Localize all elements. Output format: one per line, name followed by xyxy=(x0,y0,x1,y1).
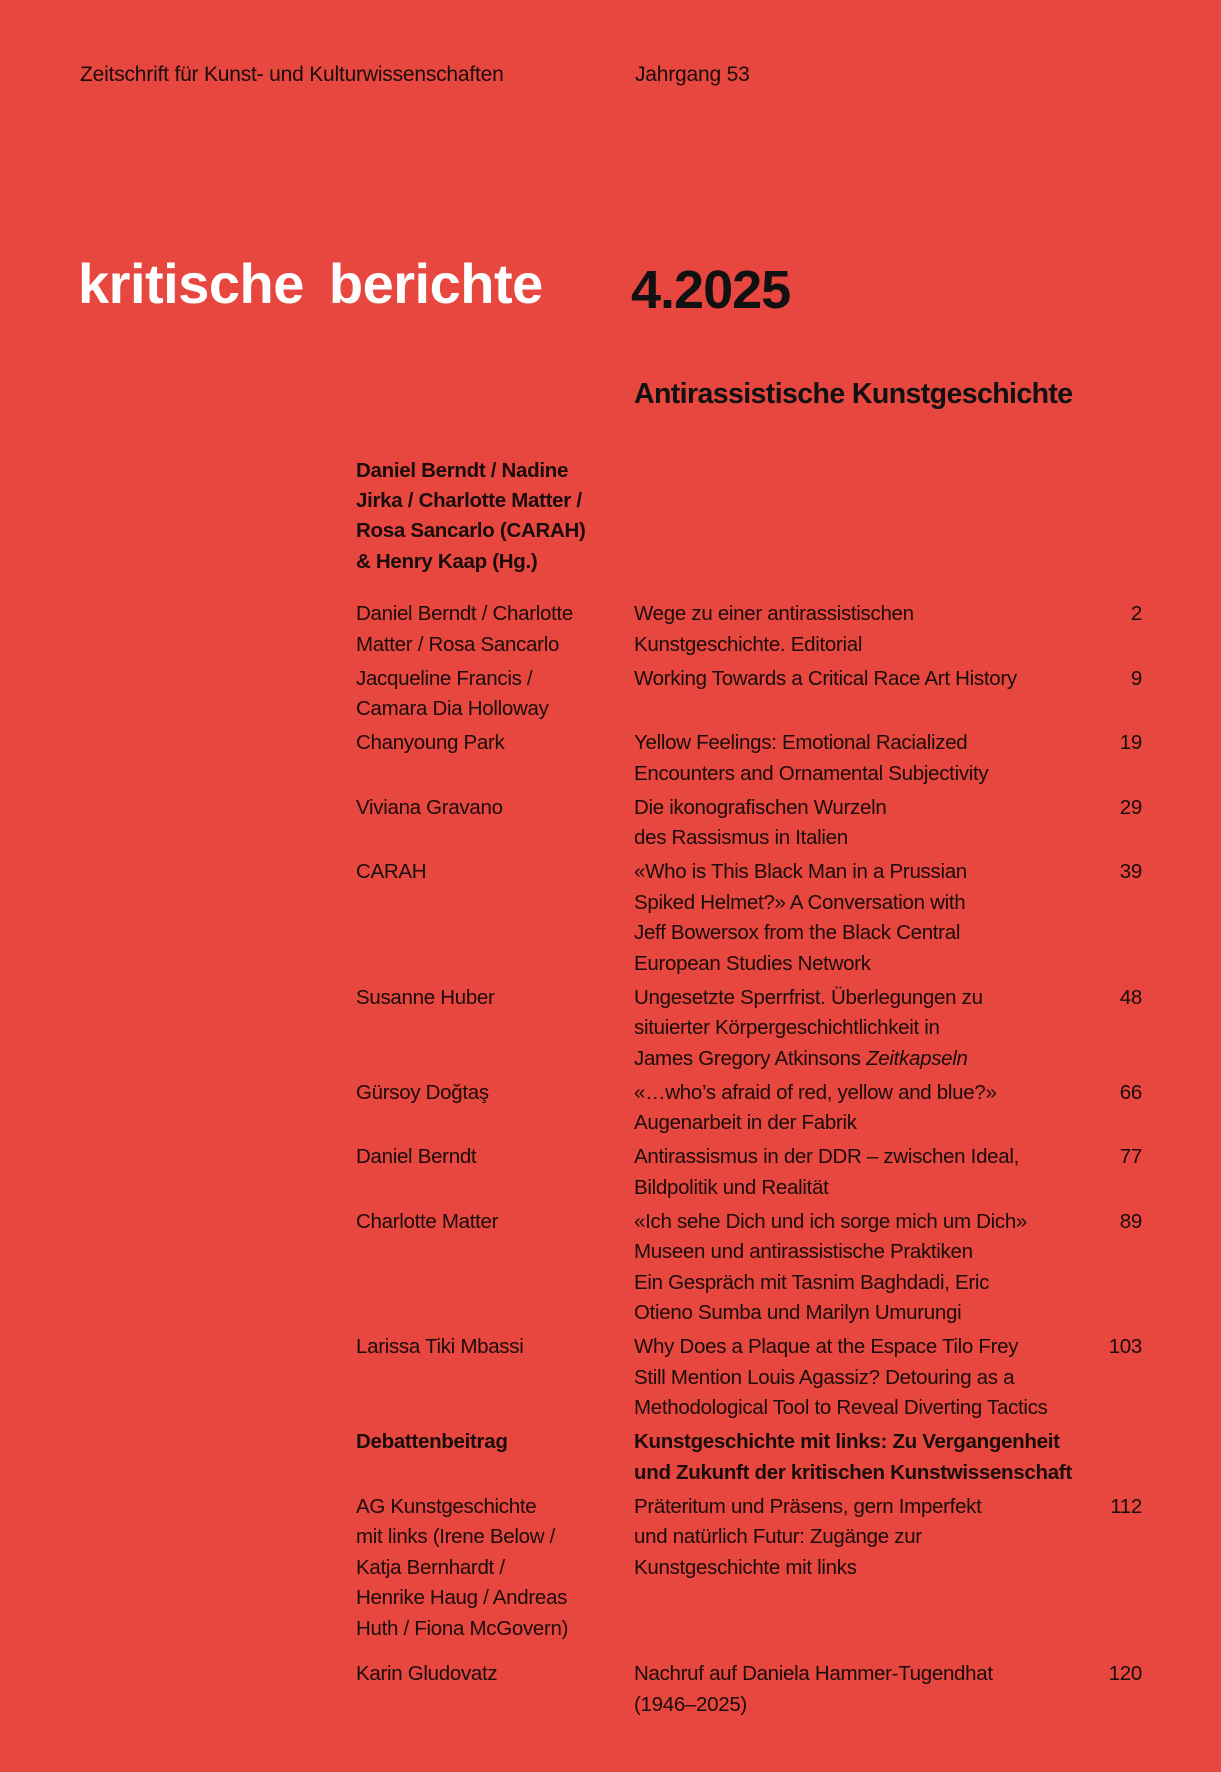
toc-entry xyxy=(356,983,1146,1075)
title-line xyxy=(634,1108,1074,1139)
title-text: situierter Körpergeschichtlichkeit in xyxy=(634,1016,940,1039)
title-line xyxy=(634,1268,1074,1299)
toc-title xyxy=(634,599,1074,660)
toc-entry xyxy=(356,599,1146,660)
title-text: Encounters and Ornamental Subjectivity xyxy=(634,761,989,785)
title-text: (1946–2025) xyxy=(634,1692,747,1716)
title-text: James Gregory Atkinsons xyxy=(634,1046,867,1070)
toc-entry xyxy=(356,857,1146,979)
author-line: Matter / Rosa Sancarlo xyxy=(356,632,560,656)
toc-title xyxy=(634,1078,1074,1139)
toc-author xyxy=(356,857,634,979)
title-text: Die ikonografischen Wurzeln xyxy=(634,795,887,819)
title-line xyxy=(634,1298,1074,1329)
toc-title xyxy=(634,983,1074,1075)
title-text: Otieno Sumba und Marilyn Umurungi xyxy=(634,1301,962,1324)
toc-author xyxy=(356,1427,634,1488)
author-line: Gürsoy Doğtaş xyxy=(356,1080,489,1104)
title-line xyxy=(634,1237,1074,1268)
toc-entry xyxy=(356,793,1146,854)
title-line xyxy=(634,599,1074,630)
author-line: Susanne Huber xyxy=(356,985,495,1009)
title-line xyxy=(634,728,1074,759)
title-line xyxy=(634,630,1074,661)
toc-entry xyxy=(356,1207,1146,1329)
title-italic-work: Zeitkapseln xyxy=(866,1046,968,1070)
title-line xyxy=(634,1458,1074,1489)
title-line xyxy=(634,759,1074,790)
title-line xyxy=(634,1492,1074,1523)
toc-page-number: 120 xyxy=(1108,1662,1142,1685)
toc-title xyxy=(634,1659,1074,1720)
title-text: European Studies Network xyxy=(634,951,871,975)
title-text: Yellow Feelings: Emotional Racialized xyxy=(634,731,968,754)
toc-author xyxy=(356,793,634,854)
toc-author xyxy=(356,664,634,725)
editors-block xyxy=(356,456,616,577)
journal-subtitle: Zeitschrift für Kunst- und Kulturwissenschaften xyxy=(80,63,504,86)
volume-number: Jahrgang 53 xyxy=(635,63,750,86)
title-line xyxy=(634,949,1074,980)
author-line: Chanyoung Park xyxy=(356,731,505,754)
toc-title xyxy=(634,664,1074,725)
title-text: und Zukunft der kritischen Kunstwissenschaft xyxy=(634,1460,1072,1484)
toc-author xyxy=(356,1659,634,1720)
toc-page-number: 112 xyxy=(1110,1494,1142,1518)
toc-title xyxy=(634,1142,1074,1203)
toc-title xyxy=(634,1492,1074,1645)
title-text: Augenarbeit in der Fabrik xyxy=(634,1111,857,1134)
title-line xyxy=(634,1553,1074,1584)
toc-section-heading xyxy=(356,1427,1146,1488)
author-line: CARAH xyxy=(356,860,427,883)
title-text: Ungesetzte Sperrfrist. Überlegungen zu xyxy=(634,985,983,1009)
issue-number: 4.2025 xyxy=(631,260,791,320)
title-line xyxy=(634,1427,1074,1458)
title-line xyxy=(634,1659,1074,1690)
toc-entry xyxy=(356,664,1146,725)
toc-page-number: 9 xyxy=(1130,666,1142,690)
title-line xyxy=(634,857,1074,888)
toc-title xyxy=(634,1207,1074,1329)
toc-author xyxy=(356,1492,634,1645)
toc-title xyxy=(634,1332,1074,1424)
author-line: Huth / Fiona McGovern) xyxy=(356,1616,569,1640)
toc-page-number: 89 xyxy=(1119,1209,1142,1233)
toc-page-number xyxy=(1074,1427,1146,1488)
author-line: mit links (Irene Below / xyxy=(356,1525,556,1548)
title-line xyxy=(634,1690,1074,1721)
author-line: Karin Gludovatz xyxy=(356,1662,498,1685)
author-line: Larissa Tiki Mbassi xyxy=(356,1335,524,1358)
toc-entry xyxy=(356,1142,1146,1203)
title-line xyxy=(634,1173,1074,1204)
toc-author xyxy=(356,1332,634,1424)
title-text: und natürlich Futur: Zugänge zur xyxy=(634,1525,922,1548)
title-line xyxy=(634,664,1074,695)
author-line: Jacqueline Francis / xyxy=(356,666,533,690)
toc-page-number: 39 xyxy=(1119,860,1142,883)
title-text: des Rassismus in Italien xyxy=(634,826,848,849)
toc-page-number: 19 xyxy=(1119,731,1142,754)
title-text: Wege zu einer antirassistischen xyxy=(634,602,914,625)
title-line xyxy=(634,1207,1074,1238)
toc-author xyxy=(356,1142,634,1203)
toc-author xyxy=(356,983,634,1075)
title-line xyxy=(634,1078,1074,1109)
title-line xyxy=(634,1363,1074,1394)
journal-title: kritische berichte xyxy=(78,252,543,315)
author-line: Viviana Gravano xyxy=(356,795,503,819)
title-text: Museen und antirassistische Praktiken xyxy=(634,1240,973,1263)
title-line xyxy=(634,1013,1074,1044)
author-line: AG Kunstgeschichte xyxy=(356,1494,537,1518)
toc-page-number: 48 xyxy=(1119,985,1142,1009)
title-line xyxy=(634,1393,1074,1424)
toc-entry xyxy=(356,728,1146,789)
title-line xyxy=(634,983,1074,1014)
title-line xyxy=(634,823,1074,854)
title-text: Methodological Tool to Reveal Diverting Tactics xyxy=(634,1396,1048,1419)
title-text: Antirassismus in der DDR – zwischen Ideal, xyxy=(634,1145,1020,1168)
title-text: «Ich sehe Dich und ich sorge mich um Dich» xyxy=(634,1209,1028,1233)
title-line xyxy=(634,1332,1074,1363)
title-text: Ein Gespräch mit Tasnim Baghdadi, Eric xyxy=(634,1270,990,1294)
title-text: Working Towards a Critical Race Art History xyxy=(634,666,1017,690)
toc-entry xyxy=(356,1078,1146,1139)
title-text: Kunstgeschichte mit links xyxy=(634,1555,857,1579)
title-text: Jeff Bowersox from the Black Central xyxy=(634,921,961,944)
author-line: Debattenbeitrag xyxy=(356,1430,508,1453)
issue-theme: Antirassistische Kunstgeschichte xyxy=(634,378,1073,410)
toc-page-number: 29 xyxy=(1119,795,1142,819)
title-text: «Who is This Black Man in a Prussian xyxy=(634,860,967,883)
author-line: Katja Bernhardt / xyxy=(356,1555,505,1579)
toc-title xyxy=(634,728,1074,789)
author-line: Daniel Berndt / Charlotte xyxy=(356,602,573,625)
author-line: Henrike Haug / Andreas xyxy=(356,1586,568,1609)
title-line xyxy=(634,918,1074,949)
toc-entry xyxy=(356,1492,1146,1645)
toc-page-number: 103 xyxy=(1108,1335,1142,1358)
title-text: Why Does a Plaque at the Espace Tilo Frey xyxy=(634,1335,1019,1358)
toc-page-number: 77 xyxy=(1119,1145,1142,1168)
title-line xyxy=(634,793,1074,824)
title-text: «…who’s afraid of red, yellow and blue?» xyxy=(634,1080,997,1104)
toc-page-number: 66 xyxy=(1119,1080,1142,1104)
toc-author xyxy=(356,728,634,789)
table-of-contents xyxy=(356,599,1146,1724)
title-text: Nachruf auf Daniela Hammer-Tugendhat xyxy=(634,1662,993,1685)
title-line xyxy=(634,1142,1074,1173)
toc-author xyxy=(356,1078,634,1139)
title-text: Bildpolitik und Realität xyxy=(634,1175,829,1199)
title-line xyxy=(634,1044,1074,1075)
title-line xyxy=(634,1522,1074,1553)
toc-page-number: 2 xyxy=(1130,602,1142,625)
toc-entry xyxy=(356,1332,1146,1424)
editors-line: Rosa Sancarlo (CARAH) xyxy=(356,519,586,543)
title-text: Kunstgeschichte mit links: Zu Vergangenheit xyxy=(634,1430,1060,1453)
title-text: Kunstgeschichte. Editorial xyxy=(634,632,863,656)
toc-title xyxy=(634,857,1074,979)
author-line: Charlotte Matter xyxy=(356,1209,499,1233)
title-text: Still Mention Louis Agassiz? Detouring as a xyxy=(634,1365,1015,1389)
editors-line: Daniel Berndt / Nadine xyxy=(356,459,569,482)
toc-title xyxy=(634,1427,1074,1488)
toc-entry xyxy=(356,1659,1146,1720)
toc-author xyxy=(356,1207,634,1329)
toc-author xyxy=(356,599,634,660)
toc-title xyxy=(634,793,1074,854)
title-line xyxy=(634,888,1074,919)
editors-line: Jirka / Charlotte Matter / xyxy=(356,489,582,513)
editors-line: & Henry Kaap (Hg.) xyxy=(356,549,538,573)
title-text: Präteritum und Präsens, gern Imperfekt xyxy=(634,1494,982,1518)
author-line: Camara Dia Holloway xyxy=(356,697,549,720)
title-text: Spiked Helmet?» A Conversation with xyxy=(634,890,966,914)
author-line: Daniel Berndt xyxy=(356,1145,477,1168)
